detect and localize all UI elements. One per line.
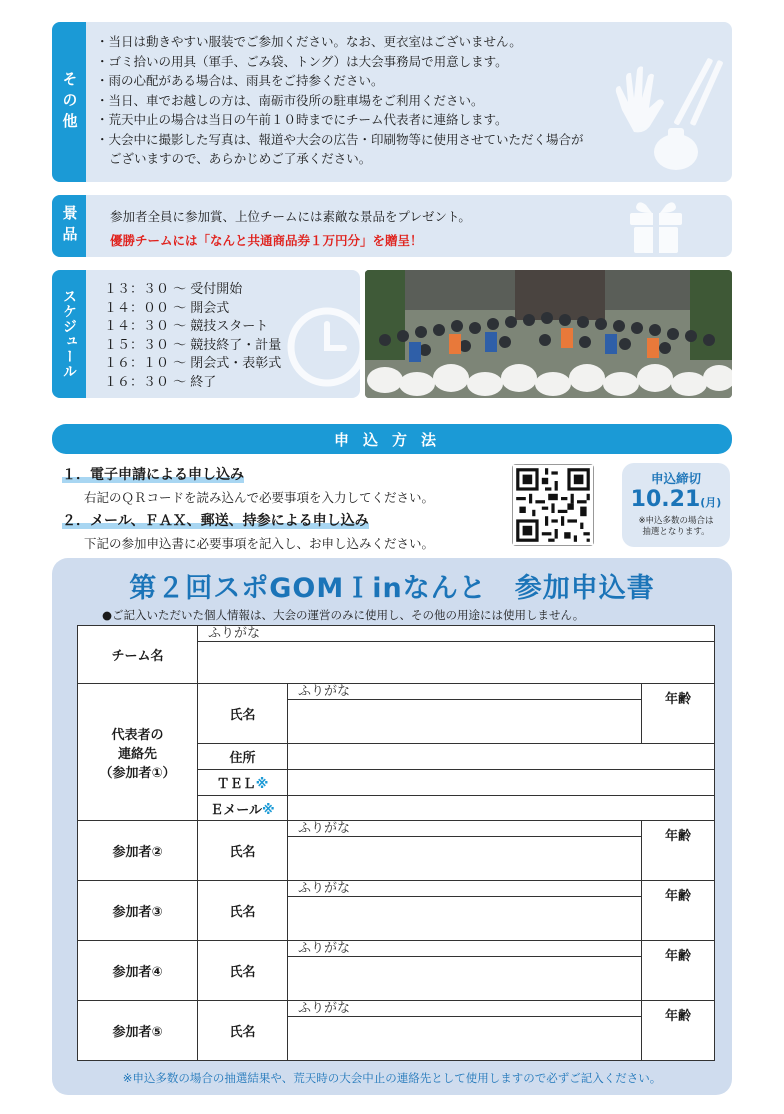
list-item: ・大会中に撮影した写真は、報道や大会の広告・印刷物等に使用させていただく場合が — [96, 131, 584, 147]
clock-icon — [284, 304, 360, 390]
deadline-label: 申込締切 — [650, 471, 701, 486]
deadline-note: ※申込多数の場合は — [638, 516, 714, 526]
email-field[interactable] — [288, 796, 715, 821]
other-notes-list — [96, 32, 584, 169]
gloves-tongs-icon — [612, 52, 732, 172]
participant-age-field[interactable]: 年齢 — [642, 941, 715, 1001]
participant-furigana-field[interactable]: ふりがな — [288, 1001, 642, 1017]
method-option-2-title: ２．メール、ＦＡＸ、郵送、持参による申し込み — [62, 513, 369, 529]
participant-name-field[interactable] — [288, 1017, 642, 1061]
deadline-date: 10.21(月) — [630, 487, 722, 512]
prize-highlight: 優勝チームには「なんと共通商品券１万円分」を贈呈！ — [110, 233, 423, 248]
participant-age-field[interactable]: 年齢 — [642, 1001, 715, 1061]
participant-name-field[interactable] — [288, 897, 642, 941]
participant-label: 参加者② — [78, 821, 198, 881]
group-photo — [365, 270, 732, 398]
team-name-field[interactable] — [198, 642, 715, 684]
schedule-tab: スケジュール — [52, 270, 86, 398]
method-option-1-body: 右記のＱＲコードを読み込んで必要事項を入力してください。 — [84, 490, 435, 505]
participant-name-label: 氏名 — [198, 881, 288, 941]
gift-icon — [624, 199, 688, 255]
tel-label: ＴＥＬ※ — [198, 770, 288, 796]
schedule-panel — [52, 270, 360, 398]
participant-furigana-field[interactable]: ふりがな — [288, 941, 642, 957]
privacy-note: ●ご記入いただいた個人情報は、大会の運営のみに使用し、その他の用途には使用しません。 — [102, 608, 585, 622]
list-item-continuation: ございますので、あらかじめご了承ください。 — [109, 151, 372, 166]
prize-tab: 景品 — [52, 195, 86, 257]
form-title: 第２回スポGOMＩinなんと 参加申込書 — [129, 573, 655, 604]
list-item: ・当日、車でお越しの方は、南砺市役所の駐車場をご利用ください。 — [96, 92, 484, 108]
participant-label: 参加者⑤ — [78, 1001, 198, 1061]
application-table — [77, 625, 715, 1061]
email-label: Ｅメール※ — [198, 796, 288, 821]
other-notes-tab: その他 — [52, 22, 86, 182]
method-section-title: 申込方法 — [52, 424, 732, 454]
other-notes-panel — [52, 22, 732, 182]
method-option-1-title: １．電子申請による申し込み — [62, 467, 244, 483]
address-field[interactable] — [288, 744, 715, 770]
prize-text: 参加者全員に参加賞、上位チームには素敵な景品をプレゼント。 — [110, 209, 471, 224]
tel-field[interactable] — [288, 770, 715, 796]
address-label: 住所 — [198, 744, 288, 770]
participant-name-field[interactable] — [288, 837, 642, 881]
rep-age-field[interactable]: 年齢 — [642, 684, 715, 744]
list-item: ・雨の心配がある場合は、雨具をご持参ください。 — [96, 73, 384, 88]
participant-furigana-field[interactable]: ふりがな — [288, 821, 642, 837]
deadline-badge — [622, 463, 730, 547]
schedule-item: １６：１０ ～ 閉会式・表彰式 — [104, 356, 282, 371]
team-name-label: チーム名 — [78, 626, 198, 684]
participant-furigana-field[interactable]: ふりがな — [288, 881, 642, 897]
rep-name-label: 氏名 — [198, 684, 288, 744]
schedule-item: １４：００ ～ 開会式 — [104, 300, 230, 316]
list-item: ・ゴミ拾いの用具（軍手、ごみ袋、トング）は大会事務局で用意します。 — [96, 53, 508, 69]
qr-code[interactable] — [512, 464, 594, 546]
schedule-list — [104, 281, 281, 392]
schedule-item: １３：３０ ～ 受付開始 — [104, 282, 243, 297]
prize-panel — [52, 195, 732, 257]
schedule-item: １６：３０ ～ 終了 — [104, 374, 217, 390]
representative-label: 代表者の 連絡先 （参加者①） — [78, 684, 198, 821]
participant-age-field[interactable]: 年齢 — [642, 881, 715, 941]
method-option-2-body: 下記の参加申込書に必要事項を記入し、お申し込みください。 — [84, 536, 435, 551]
deadline-note: 抽選となります。 — [642, 527, 710, 537]
team-furigana-field[interactable]: ふりがな — [198, 626, 715, 642]
participant-label: 参加者③ — [78, 881, 198, 941]
participant-name-label: 氏名 — [198, 821, 288, 881]
rep-furigana-field[interactable]: ふりがな — [288, 684, 642, 700]
participant-age-field[interactable]: 年齢 — [642, 821, 715, 881]
participant-name-field[interactable] — [288, 957, 642, 1001]
schedule-item: １４：３０ ～ 競技スタート — [104, 319, 269, 334]
list-item: ・荒天中止の場合は当日の午前１０時までにチーム代表者に連絡します。 — [96, 112, 508, 127]
participant-name-label: 氏名 — [198, 1001, 288, 1061]
participant-name-label: 氏名 — [198, 941, 288, 1001]
list-item: ・当日は動きやすい服装でご参加ください。なお、更衣室はございません。 — [96, 34, 522, 49]
schedule-item: １５：３０ ～ 競技終了・計量 — [104, 337, 282, 353]
form-footer-note: ※申込多数の場合の抽選結果や、荒天時の大会中止の連絡先として使用しますので必ずご記入ください。 — [122, 1071, 662, 1085]
application-form-panel — [52, 558, 732, 1095]
rep-name-field[interactable] — [288, 700, 642, 744]
participant-label: 参加者④ — [78, 941, 198, 1001]
